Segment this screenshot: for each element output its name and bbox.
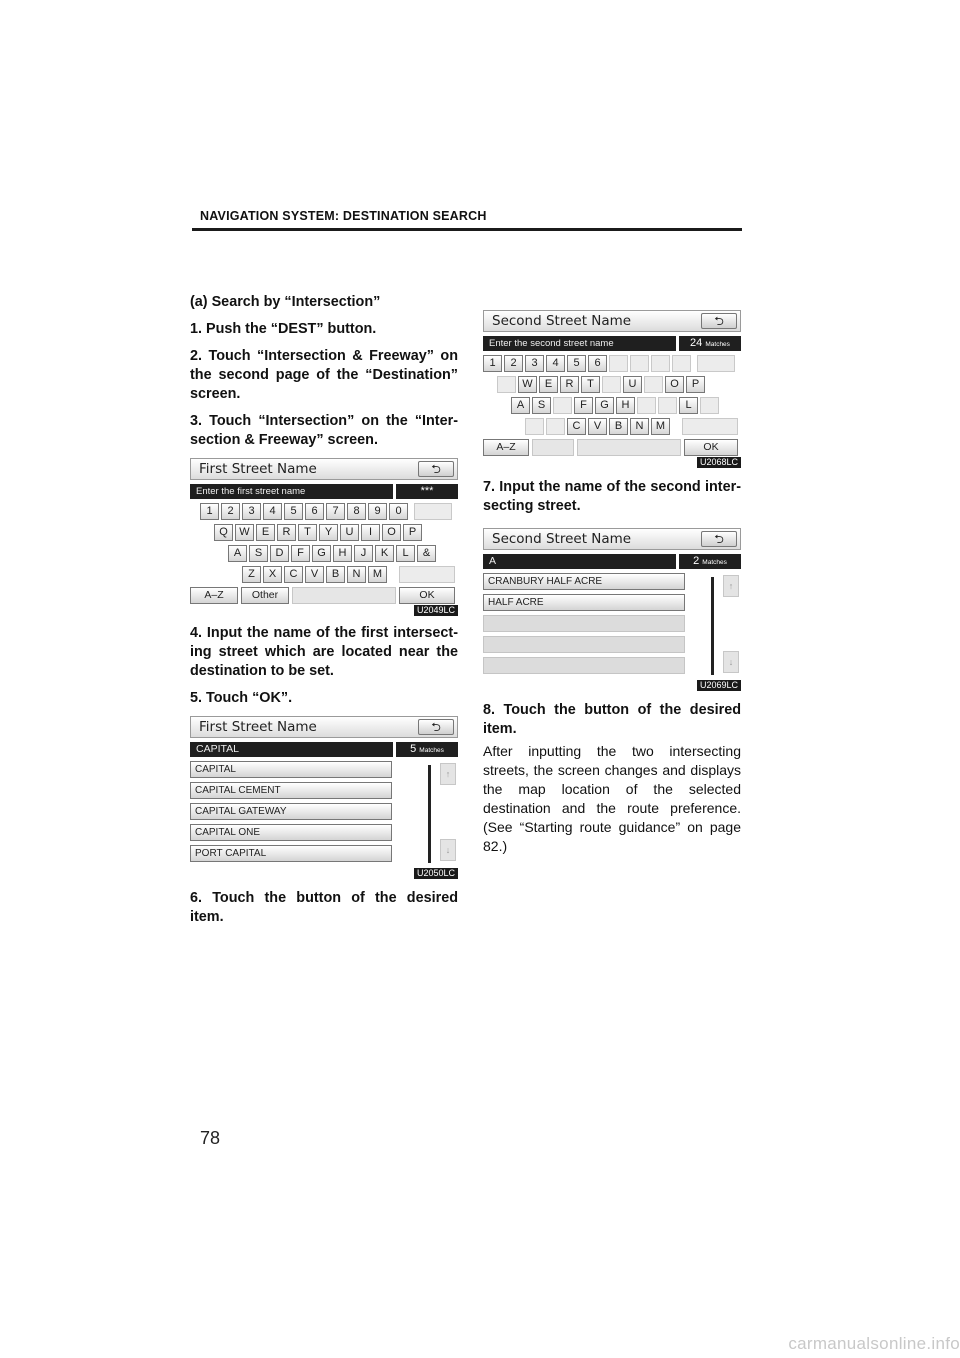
key-disabled <box>609 355 628 372</box>
back-arrow-icon: ⮌ <box>431 720 441 734</box>
key-disabled <box>399 566 455 583</box>
step-1: 1. Push the “DEST” button. <box>190 321 377 337</box>
list-item[interactable]: CAPITAL <box>190 761 392 778</box>
key[interactable]: N <box>347 566 366 583</box>
key[interactable]: Y <box>319 524 338 541</box>
key[interactable]: & <box>417 545 436 562</box>
keyboard-bottom-bar <box>190 587 458 604</box>
key[interactable]: 1 <box>200 503 219 520</box>
scrollbar[interactable] <box>711 577 714 675</box>
key[interactable]: O <box>382 524 401 541</box>
key[interactable]: 6 <box>588 355 607 372</box>
delete-key <box>697 355 735 372</box>
list-item-empty <box>483 636 685 653</box>
screen-title-text: First Street Name <box>199 461 317 477</box>
matches-indicator: *** <box>396 484 458 499</box>
keyboard-row-numbers <box>483 355 741 372</box>
screenshot-first-street-list <box>190 716 458 878</box>
list-item[interactable]: CAPITAL ONE <box>190 824 392 841</box>
key-disabled <box>637 397 656 414</box>
key-disabled <box>497 376 516 393</box>
key[interactable]: 7 <box>326 503 345 520</box>
key[interactable]: 9 <box>368 503 387 520</box>
page-number: 78 <box>200 1128 221 1148</box>
screen-title-text: First Street Name <box>199 719 317 735</box>
screen-title <box>483 310 741 332</box>
step-7: 7. Input the name of the second inter-secting street. <box>483 479 741 514</box>
key[interactable]: T <box>298 524 317 541</box>
key[interactable]: 5 <box>284 503 303 520</box>
key[interactable]: A <box>511 397 530 414</box>
ok-button[interactable]: OK <box>399 587 455 604</box>
list-item[interactable]: HALF ACRE <box>483 594 685 611</box>
matches-indicator <box>679 336 741 351</box>
screen-title <box>190 716 458 738</box>
key[interactable]: S <box>249 545 268 562</box>
a-z-button[interactable]: A–Z <box>190 587 238 604</box>
scroll-up-icon: ↑ <box>440 763 456 785</box>
step-3: 3. Touch “Intersection” on the “Inter-section & Freeway” screen. <box>190 413 458 448</box>
key[interactable]: 0 <box>389 503 408 520</box>
key[interactable]: D <box>270 545 289 562</box>
step-8: 8. Touch the button of the desired item. <box>483 702 741 737</box>
screen-title <box>483 528 741 550</box>
key[interactable]: E <box>539 376 558 393</box>
step-4: 4. Input the name of the first intersect-ing street which are located near the destination to be set. <box>190 625 458 679</box>
key[interactable]: W <box>518 376 537 393</box>
screenshot-first-street-keyboard <box>190 458 458 615</box>
scrollbar[interactable] <box>428 765 431 863</box>
key-disabled <box>553 397 572 414</box>
space-button <box>577 439 681 456</box>
key[interactable]: X <box>263 566 282 583</box>
scroll-down-icon: ↓ <box>723 651 739 673</box>
key-disabled <box>682 418 738 435</box>
keyboard-row-asdf <box>483 397 741 414</box>
matches-label: Matches <box>419 747 444 754</box>
key[interactable]: K <box>375 545 394 562</box>
back-button[interactable] <box>701 531 737 547</box>
scroll-down-icon: ↓ <box>440 839 456 861</box>
figure-code: U2069LC <box>697 680 741 691</box>
delete-key <box>414 503 452 520</box>
result-list <box>483 573 741 679</box>
screen-title-text: Second Street Name <box>492 313 632 329</box>
key[interactable]: 3 <box>525 355 544 372</box>
keyboard-row-zxcv <box>190 566 458 583</box>
screenshot-second-street-keyboard <box>483 310 741 467</box>
key[interactable]: 1 <box>483 355 502 372</box>
figure-code: U2050LC <box>414 868 458 879</box>
back-button[interactable] <box>418 719 454 735</box>
key[interactable]: 4 <box>546 355 565 372</box>
key[interactable]: S <box>532 397 551 414</box>
key[interactable]: N <box>630 418 649 435</box>
keyboard-row-qwerty <box>190 524 458 541</box>
right-column <box>483 302 741 856</box>
list-item[interactable]: CAPITAL GATEWAY <box>190 803 392 820</box>
key[interactable]: 6 <box>305 503 324 520</box>
key[interactable]: 5 <box>567 355 586 372</box>
key[interactable]: U <box>623 376 642 393</box>
key[interactable]: 3 <box>242 503 261 520</box>
key-disabled <box>525 418 544 435</box>
matches-count: 5 <box>410 743 417 755</box>
matches-label: Matches <box>702 559 727 566</box>
ok-button[interactable]: OK <box>684 439 738 456</box>
key[interactable]: H <box>616 397 635 414</box>
step-5: 5. Touch “OK”. <box>190 690 293 706</box>
input-bar <box>190 742 458 757</box>
street-name-input[interactable]: Enter the first street name <box>190 484 393 499</box>
matches-label: Matches <box>705 341 730 348</box>
key[interactable]: 2 <box>221 503 240 520</box>
key[interactable]: M <box>651 418 670 435</box>
key[interactable]: B <box>326 566 345 583</box>
back-button[interactable] <box>418 461 454 477</box>
key[interactable]: H <box>333 545 352 562</box>
key[interactable]: C <box>284 566 303 583</box>
watermark: carmanualsonline.info <box>788 1334 960 1353</box>
step-2: 2. Touch “Intersection & Freeway” on the second page of the “Destination” screen. <box>190 348 458 402</box>
keyboard-row-numbers <box>190 503 458 520</box>
key[interactable]: B <box>609 418 628 435</box>
left-column <box>190 293 458 935</box>
key[interactable]: U <box>340 524 359 541</box>
space-button <box>292 587 396 604</box>
result-list <box>190 761 458 867</box>
key[interactable]: P <box>403 524 422 541</box>
key[interactable]: V <box>588 418 607 435</box>
key[interactable]: G <box>595 397 614 414</box>
back-button[interactable] <box>701 313 737 329</box>
scroll-up-icon: ↑ <box>723 575 739 597</box>
key[interactable]: P <box>686 376 705 393</box>
a-z-button[interactable]: A–Z <box>483 439 529 456</box>
key[interactable]: 8 <box>347 503 366 520</box>
key-disabled <box>672 355 691 372</box>
key-disabled <box>700 397 719 414</box>
list-item-empty <box>483 615 685 632</box>
key[interactable]: 4 <box>263 503 282 520</box>
key[interactable]: R <box>277 524 296 541</box>
list-item-empty <box>483 657 685 674</box>
result-description: After inputting the two intersecting streets, the screen changes and displays the map location of the selected destination and the route preference. (See “Starting route guidance” on page 82.) <box>483 743 741 854</box>
keyboard-row-asdf <box>190 545 458 562</box>
street-name-input[interactable]: CAPITAL <box>190 742 393 757</box>
key[interactable]: E <box>256 524 275 541</box>
matches-count: 24 <box>690 337 703 349</box>
other-button <box>532 439 574 456</box>
figure-code: U2049LC <box>414 605 458 616</box>
keyboard-bottom-bar <box>483 439 741 456</box>
header-rule <box>192 228 742 231</box>
key[interactable]: V <box>305 566 324 583</box>
key[interactable]: F <box>291 545 310 562</box>
screen-title <box>190 458 458 480</box>
keyboard-row-qwerty <box>483 376 741 393</box>
key[interactable]: M <box>368 566 387 583</box>
matches-indicator <box>396 742 458 757</box>
step-6: 6. Touch the button of the desired item. <box>190 890 458 925</box>
back-arrow-icon: ⮌ <box>431 462 441 476</box>
key[interactable]: I <box>361 524 380 541</box>
screenshot-second-street-list <box>483 528 741 690</box>
screen-title-text: Second Street Name <box>492 531 632 547</box>
street-name-input[interactable]: A <box>483 554 676 569</box>
key-disabled <box>651 355 670 372</box>
input-bar <box>483 554 741 569</box>
other-button[interactable]: Other <box>241 587 289 604</box>
input-bar <box>190 484 458 499</box>
key[interactable]: Z <box>242 566 261 583</box>
key-disabled <box>658 397 677 414</box>
key[interactable]: F <box>574 397 593 414</box>
key[interactable]: G <box>312 545 331 562</box>
page-header-title: NAVIGATION SYSTEM: DESTINATION SEARCH <box>200 209 487 223</box>
key-disabled <box>630 355 649 372</box>
back-arrow-icon: ⮌ <box>714 314 724 328</box>
section-heading: (a) Search by “Intersection” <box>190 294 381 310</box>
list-item[interactable]: PORT CAPITAL <box>190 845 392 862</box>
key[interactable]: W <box>235 524 254 541</box>
key[interactable]: R <box>560 376 579 393</box>
matches-indicator <box>679 554 741 569</box>
input-bar <box>483 336 741 351</box>
key[interactable]: L <box>396 545 415 562</box>
key[interactable]: C <box>567 418 586 435</box>
key[interactable]: J <box>354 545 373 562</box>
key-disabled <box>644 376 663 393</box>
keyboard-row-zxcv <box>483 418 741 435</box>
figure-code: U2068LC <box>697 457 741 468</box>
key[interactable]: O <box>665 376 684 393</box>
matches-count: 2 <box>693 555 700 567</box>
back-arrow-icon: ⮌ <box>714 532 724 546</box>
list-item[interactable]: CAPITAL CEMENT <box>190 782 392 799</box>
key[interactable]: L <box>679 397 698 414</box>
key-disabled <box>602 376 621 393</box>
key[interactable]: T <box>581 376 600 393</box>
list-item[interactable]: CRANBURY HALF ACRE <box>483 573 685 590</box>
street-name-input[interactable]: Enter the second street name <box>483 336 676 351</box>
key[interactable]: 2 <box>504 355 523 372</box>
key[interactable]: A <box>228 545 247 562</box>
key-disabled <box>546 418 565 435</box>
key[interactable]: Q <box>214 524 233 541</box>
